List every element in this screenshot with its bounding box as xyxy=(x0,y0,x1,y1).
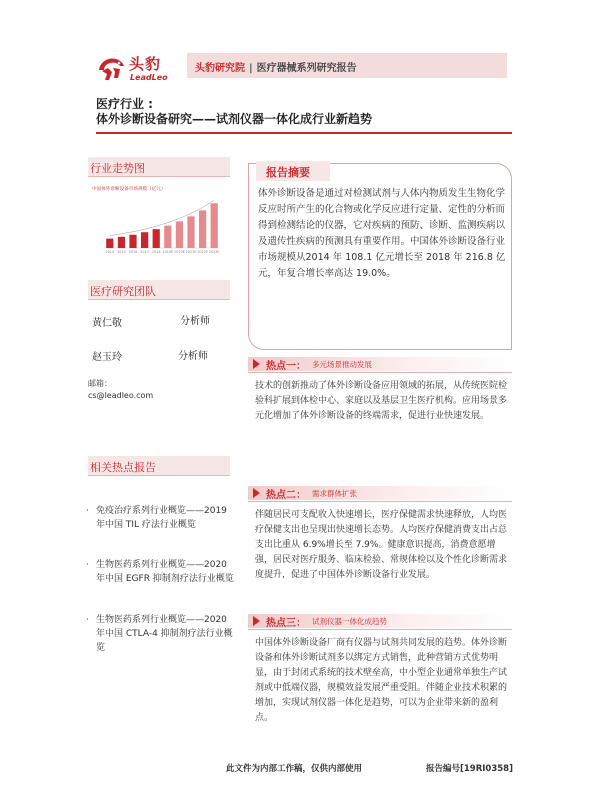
related-heading-label: 相关热点报告 xyxy=(90,461,156,474)
report-title: 体外诊断设备研究——试剂仪器一体化成行业新趋势 xyxy=(96,112,373,126)
bullet: · xyxy=(86,615,89,625)
header-band xyxy=(187,53,507,78)
chart-x-tick-label: 2022E xyxy=(197,250,208,254)
analyst-name: 赵玉玲 xyxy=(92,352,122,363)
hotspot-heading xyxy=(248,357,512,371)
chart-bar xyxy=(164,226,171,248)
chart-bar xyxy=(129,235,136,248)
email-label: 邮箱： xyxy=(88,379,112,388)
chart-x-tick-label: 2018 xyxy=(151,250,161,254)
hotspot-text: 中国体外诊断设备厂商有仪器与试剂共同发展的趋势。体外诊断设备和体外诊断试剂多以绑定方式销售，此种营销方式优势明显，由于封闭式系统的技术壁垒高，中小型企业通常单独生产试剂或中低端仪器，规模效益发展严重受阻。伴随企业技术积累的增加，实现试剂仪器一体化是趋势，可以为企业带来新的盈利点。 xyxy=(255,638,508,723)
email-link[interactable]: cs@leadleo.com xyxy=(88,391,154,400)
team-heading-label: 医疗研究团队 xyxy=(90,285,156,298)
hotspot-text: 技术的创新推动了体外诊断设备应用领域的拓展，从传统医院检验科扩展到体检中心、家庭以及基层卫生医疗机构。应用场景多元化增加了体外诊断设备的终端需求，促进行业快速发展。 xyxy=(255,381,508,421)
trend-chart xyxy=(90,182,230,258)
hotspot-divider xyxy=(248,629,512,630)
hotspot-subtitle: 需求群体扩张 xyxy=(312,489,357,498)
bullet: · xyxy=(86,506,89,516)
chart-bar xyxy=(187,216,194,248)
chart-title: 中国体外诊断设备市场规模（亿元） xyxy=(92,187,166,192)
chart-bar xyxy=(176,221,183,248)
industry-title: 医疗行业 : xyxy=(96,97,153,111)
chart-bar xyxy=(118,237,125,248)
chart-bar xyxy=(211,203,218,248)
header-separator: | xyxy=(249,63,253,74)
footer-note: 此文件为内部工作稿，仅供内部使用 xyxy=(226,764,363,774)
chart-x-tick-label: 2023E xyxy=(208,250,220,254)
related-report-title: 免疫治疗系列行业概览——2019 年中国 TIL 疗法行业概览 xyxy=(96,506,227,530)
title-divider xyxy=(96,132,512,134)
trend-heading-label: 行业走势图 xyxy=(90,162,145,175)
trend-heading xyxy=(88,157,230,177)
analyst-name: 黄仁敬 xyxy=(92,318,122,329)
chart-x-tick-label: 2017 xyxy=(140,250,149,254)
chart-x-tick-label: 2016 xyxy=(128,250,138,254)
related-report-title: 生物医药系列行业概览——2020 年中国 CTLA-4 抑制剂疗法行业概览 xyxy=(96,615,233,653)
brand-name-en: LeadLeo xyxy=(130,73,168,82)
chart-x-tick-label: 2014 xyxy=(105,250,115,254)
hotspot-divider xyxy=(248,501,512,502)
hotspot-divider xyxy=(248,372,512,373)
chart-bar xyxy=(106,239,113,248)
bullet: · xyxy=(86,560,89,570)
chart-x-tick-label: 2021E xyxy=(185,250,197,254)
brand-name-cn: 头豹 xyxy=(129,55,162,73)
chart-bar xyxy=(153,229,160,248)
chart-growth-line xyxy=(110,200,214,235)
hotspot-label: 热点三： xyxy=(266,618,306,629)
hotspot-label: 热点二： xyxy=(266,490,306,501)
related-heading xyxy=(88,456,230,476)
team-heading xyxy=(88,280,230,300)
hotspot-text: 伴随居民可支配收入快速增长，医疗保健需求快速释放，人均医疗保健支出也呈现出快速增长态势。人均医疗保健消费支出占总支出比重从 6.9%增长至 7.9%。健康意识提高，消费意愿增强，居民对医疗服务、临床检验、常规体检以及个性化诊断需求度提升，促进了中国体外诊断设备行业发展。 xyxy=(255,510,508,580)
summary-heading-label: 报告摘要 xyxy=(266,166,310,179)
hotspot-icon xyxy=(251,615,262,627)
chart-x-tick-label: 2020E xyxy=(174,250,185,254)
chart-bar xyxy=(141,232,148,248)
summary-heading xyxy=(256,161,330,181)
hotspot-label: 热点一： xyxy=(266,361,306,372)
related-report-title: 生物医药系列行业概览——2020 年中国 EGFR 抑制剂疗法行业概览 xyxy=(96,560,234,584)
analyst-role: 分析师 xyxy=(178,351,208,362)
report-number: 报告编号[19RI0358] xyxy=(426,764,513,774)
chart-x-tick-label: 2015 xyxy=(117,250,126,254)
chart-x-tick-label: 2019E xyxy=(162,250,174,254)
summary-text: 体外诊断设备是通过对检测试剂与人体内物质发生生物化学反应时所产生的化合物或化学反应进行定量、定性的分析而得到检测结论的仪器，它对疾病的预防、诊断、监测疾病以及遗传性疾病的预测具有重要作用。中国体外诊断设备行业市场规模从2014 年 108.1 亿元增长至 2018 年 216.8 亿元，年复合增长率高达 19.0%。 xyxy=(258,188,506,279)
leopard-icon xyxy=(96,54,126,82)
chart-bar xyxy=(199,210,206,248)
leadleo-logo xyxy=(96,52,192,86)
institute-name: 头豹研究院 xyxy=(195,63,245,74)
report-series: 医疗器械系列研究报告 xyxy=(256,63,357,74)
hotspot-icon xyxy=(251,358,262,370)
hotspot-icon xyxy=(251,487,262,499)
hotspot-heading xyxy=(248,486,512,500)
analyst-role: 分析师 xyxy=(180,316,210,327)
hotspot-subtitle: 多元场景推动发展 xyxy=(312,360,372,369)
hotspot-subtitle: 试剂仪器一体化成趋势 xyxy=(312,617,387,626)
hotspot-heading xyxy=(248,614,512,628)
